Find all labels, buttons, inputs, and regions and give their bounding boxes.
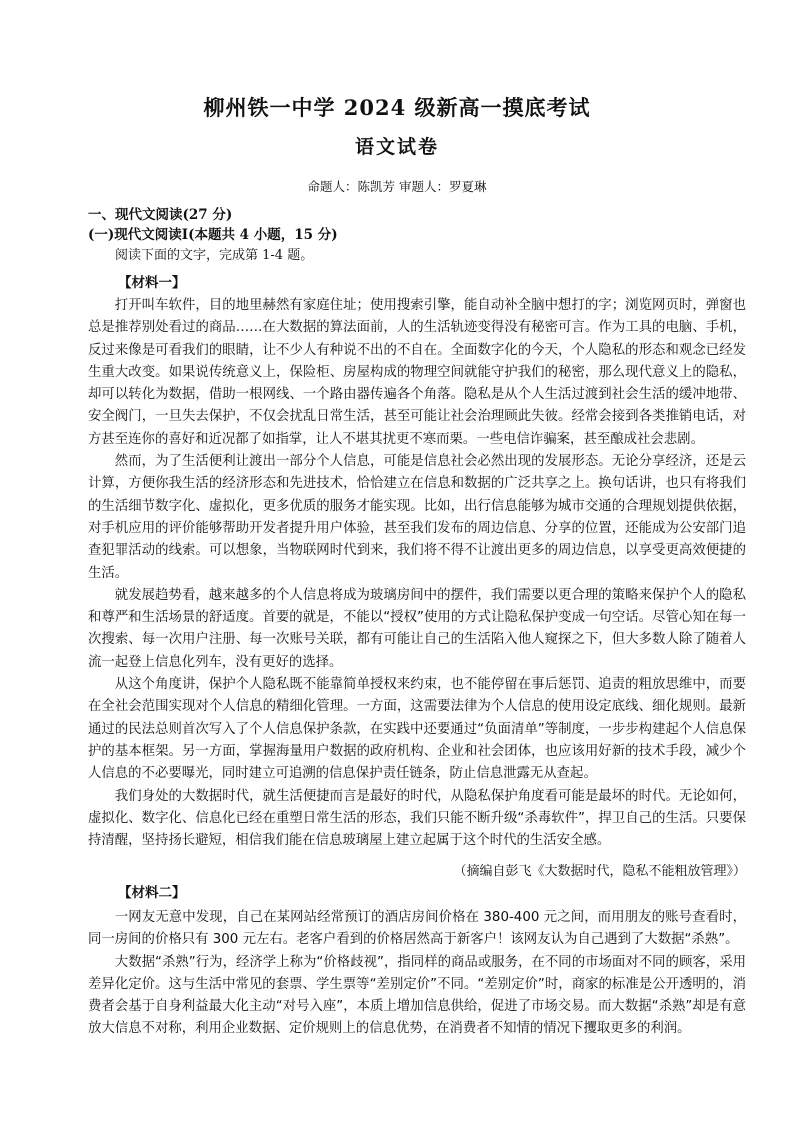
material1-paragraph: 打开叫车软件，目的地里赫然有家庭住址；使用搜索引擎，能自动补全脑中想打的字；浏览网页时，弹窗也总是推荐别处看过的商品……在大数据的算法面前，人的生活轨迹变得没有秘密可言。作为工具的电脑、手机，反过来像是可看我们的眼睛，让不少人有种说不出的不自在。全面数字化的今天，个人隐私的形态和观念已经发生重大改变。如果说传统意义上，保险柜、房屋构成的物理空间就能守护我们的秘密，那么现代意义上的隐私，却可以转化为数据，借助一根网线、一个路由器传遍各个角落。隐私是从个人生活过渡到社会生活的缓冲地带、安全阀门，一旦失去保护，不仅会扰乱日常生活，甚至可能让社会治理顾此失彼。经常会接到各类推销电话，对方甚至连你的喜好和近况都了如指掌，让人不堪其扰更不寒而栗。一些电信诈骗案，甚至酿成社会悲剧。 xyxy=(88,298,746,447)
material1-paragraph: 然而，为了生活便利让渡出一部分个人信息，可能是信息社会必然出现的发展形态。无论分享经济，还是云计算，方便你我生活的经济形态和先进技术，恰恰建立在信息和数据的广泛共享之上。换句话讲，也只有将我们的生活细节数字化、虚拟化，更多优质的服务才能实现。比如，出行信息能够为城市交通的合理规划提供依据，对手机应用的评价能够帮助开发者提升用户体验，甚至我们发布的周边信息、分享的位置，还能成为公安部门追查犯罪活动的线索。可以想象，当物联网时代到来，我们将不得不让渡出更多的周边信息，以享受更高效便捷的生活。 xyxy=(88,454,746,581)
citation: （摘编自彭飞《大数据时代，隐私不能粗放管理》） xyxy=(453,864,746,879)
material1-paragraph: 从这个角度讲，保护个人隐私既不能靠简单授权来约束，也不能停留在事后惩罚、追责的粗放思维中，而要在全社会范围实现对个人信息的精细化管理。一方面，这需要法律为个人信息的使用设定底线、细化规则。最新通过的民法总则首次写入了个人信息保护条款，在实践中还要通过“负面清单”等制度，一步步构建起个人信息保护的基本框架。另一方面，掌握海量用户数据的政府机构、企业和社会团体，也应该用好新的技术手段，减少个人信息的不必要曝光，同时建立可追溯的信息保护责任链条，防止信息泄露无从查起。 xyxy=(88,677,746,782)
material2-body xyxy=(88,907,746,1041)
material1-label: 【材料一】 xyxy=(118,275,186,291)
subsection-heading: (一)现代文阅读Ⅰ(本题共 4 小题，15 分) xyxy=(88,227,338,243)
authors-line: 命题人：陈凯芳 审题人：罗夏琳 xyxy=(307,179,487,194)
material2-label: 【材料二】 xyxy=(118,885,186,901)
material1-paragraph: 我们身处的大数据时代，就生活便捷而言是最好的时代，从隐私保护角度看可能是最坏的时代。无论如何，虚拟化、数字化、信息化已经在重塑日常生活的形态，我们只能不断升级“杀毒软件”，捍卫自己的生活。只要保持清醒，坚持扬长避短，相信我们能在信息玻璃屋上建立起属于这个时代的生活安全感。 xyxy=(88,788,746,849)
exam-subtitle: 语文试卷 xyxy=(354,136,439,158)
instruction: 阅读下面的文字，完成第 1-4 题。 xyxy=(115,248,314,263)
material1-paragraph: 就发展趋势看，越来越多的个人信息将成为玻璃房间中的摆件，我们需要以更合理的策略来保护个人的隐私和尊严和生活场景的舒适度。首要的就是，不能以“授权”使用的方式让隐私保护变成一句空话。尽管心知在每一次搜索、每一次用户注册、每一次账号关联，都有可能让自己的生活陷入他人窥探之下，但大多数人除了随着人流一起登上信息化列车，没有更好的选择。 xyxy=(88,587,746,670)
material2-paragraph: 一网友无意中发现，自己在某网站经常预订的酒店房间价格在 380-400 元之间，而用朋友的账号查看时，同一房间的价格只有 300 元左右。老客户看到的价格居然高于新客户！该网友认为自己遇到了大数据“杀熟”。 xyxy=(88,910,746,948)
section-heading: 一、现代文阅读(27 分) xyxy=(88,207,233,223)
material1-body xyxy=(88,295,746,852)
material2-paragraph: 大数据“杀熟”行为，经济学上称为“价格歧视”，指同样的商品或服务，在不同的市场面对不同的顾客，采用差异化定价。这与生活中常见的套票、学生票等“差别定价”不同。“差别定价”时，商家的标准是公开透明的，消费者会基于自身利益最大化主动“对号入座”，本质上增加信息供给，促进了市场交易。而大数据“杀熟”却是有意放大信息不对称，利用企业数据、定价规则上的信息优势，在消费者不知情的情况下攫取更多的利润。 xyxy=(88,954,746,1037)
exam-title: 柳州铁一中学 2024 级新高一摸底考试 xyxy=(203,95,591,120)
